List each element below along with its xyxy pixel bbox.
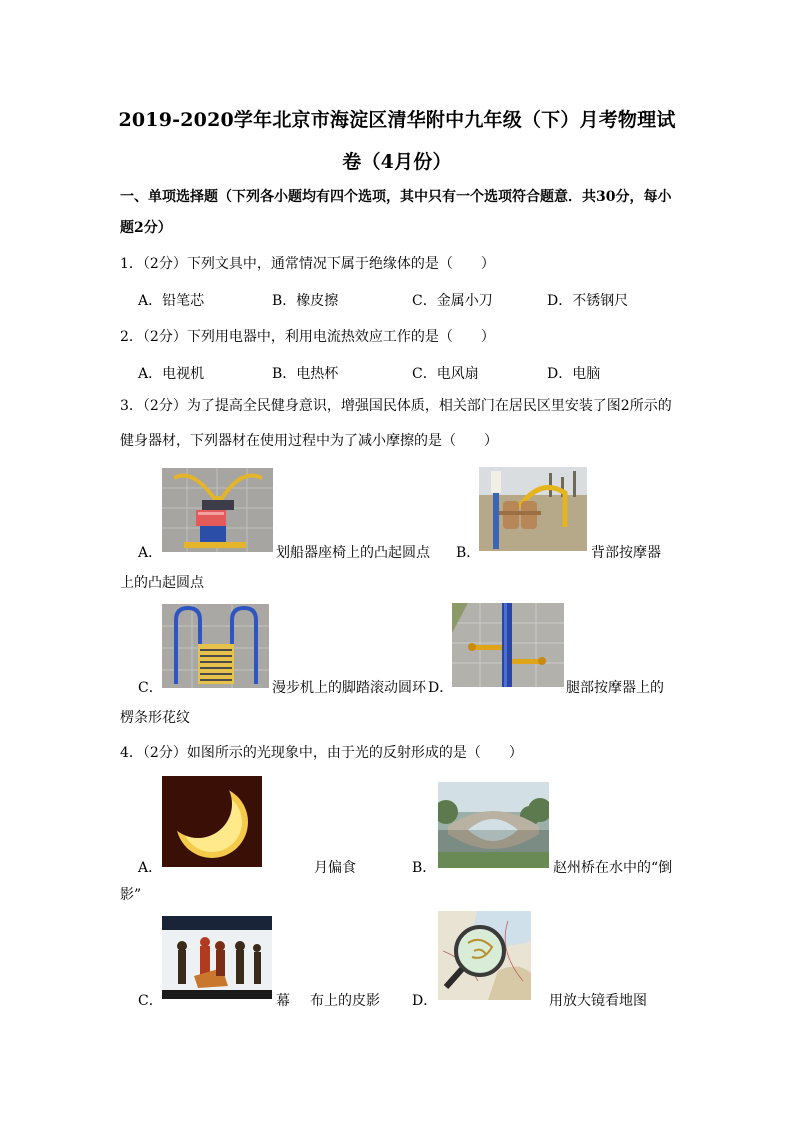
question-2-option-b[interactable]: B．电热杯 [272,366,339,382]
question-1-option-c[interactable]: C．金属小刀 [412,293,493,309]
question-3-option-b-letter[interactable]: B． [456,545,481,561]
question-1-option-b[interactable]: B．橡皮擦 [272,293,339,309]
question-3-option-c-text: 漫步机上的脚踏滚动圆环 [272,680,426,696]
question-4-option-a-text: 月偏食 [314,860,356,876]
walking-machine-image [162,604,269,688]
question-4-option-b-wrap: 影” [120,887,142,903]
question-3-option-d-letter[interactable]: D． [428,680,454,696]
page-title-line1: 2019-2020学年北京市海淀区清华附中九年级（下）月考物理试 [118,109,676,131]
shadow-puppet-image [162,916,272,999]
question-3-option-a-text: 划船器座椅上的凸起圆点 [276,545,430,561]
question-3-option-a-letter[interactable]: A． [138,545,163,561]
question-3-option-d-text: 腿部按摩器上的 [566,680,664,696]
question-4-option-c-text-1: 幕 [276,993,290,1009]
question-4-option-c-letter[interactable]: C． [138,993,163,1009]
lunar-eclipse-image [162,776,262,867]
section-heading-line1: 一、单项选择题（下列各小题均有四个选项，其中只有一个选项符合题意．共30分，每小 [120,189,672,205]
rowing-machine-image [162,468,273,552]
zhaozhou-bridge-image [438,782,549,868]
question-3-stem-line2: 健身器材，下列器材在使用过程中为了减小摩擦的是（ ） [120,433,498,449]
back-massager-image [479,467,587,551]
question-3-stem-line1: 3．（2分）为了提高全民健身意识，增强国民体质，相关部门在居民区里安装了图2所示的 [120,398,672,414]
question-4-option-b-letter[interactable]: B． [412,860,437,876]
question-3-option-d-wrap: 楞条形花纹 [120,710,190,726]
section-heading-line2: 题2分） [120,220,172,236]
page-title-line2: 卷（4月份） [342,151,452,173]
question-1-option-d[interactable]: D．不锈钢尺 [547,293,629,309]
question-4-stem: 4．（2分）如图所示的光现象中，由于光的反射形成的是（ ） [120,745,523,761]
question-3-option-c-letter[interactable]: C． [138,680,163,696]
question-2-option-c[interactable]: C．电风扇 [412,366,479,382]
question-4-option-a-letter[interactable]: A． [138,860,163,876]
question-2-option-d[interactable]: D．电脑 [547,366,601,382]
question-3-option-b-wrap: 上的凸起圆点 [120,575,204,591]
question-2-option-a[interactable]: A．电视机 [138,366,205,382]
magnifier-map-image [438,911,531,1000]
question-2-stem: 2．（2分）下列用电器中，利用电流热效应工作的是（ ） [120,329,495,345]
question-4-option-d-text: 用放大镜看地图 [549,993,647,1009]
question-1-option-a[interactable]: A．铅笔芯 [138,293,205,309]
question-4-option-b-text: 赵州桥在水中的“倒 [553,860,673,876]
question-1-stem: 1．（2分）下列文具中，通常情况下属于绝缘体的是（ ） [120,256,495,272]
leg-massager-image [452,603,564,687]
question-4-option-d-letter[interactable]: D． [412,993,438,1009]
question-3-option-b-text: 背部按摩器 [591,545,661,561]
question-4-option-c-text-2: 布上的皮影 [310,993,380,1009]
